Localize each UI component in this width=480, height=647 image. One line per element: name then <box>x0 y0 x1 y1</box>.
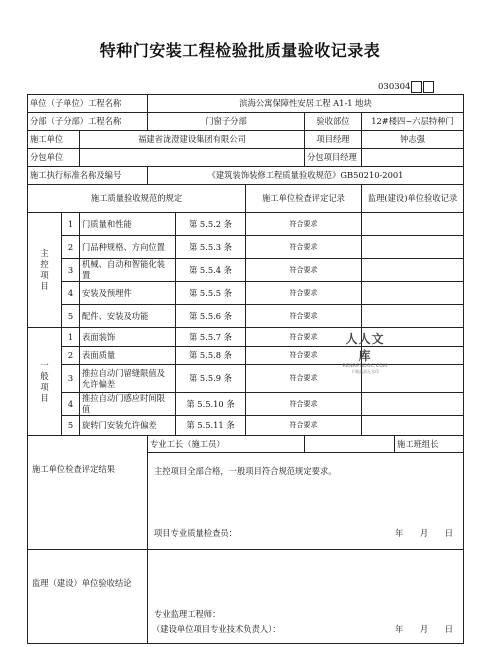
table-row <box>28 213 464 236</box>
spec-column-header: 施工质量验收规范的规定 <box>28 185 246 213</box>
supervision-cell <box>362 282 464 305</box>
item-clause: 第 5.5.8 条 <box>176 347 246 365</box>
item-no: 3 <box>62 365 80 393</box>
row-construction-unit <box>28 131 464 149</box>
subcontract-manager-label: 分包项目经理 <box>305 149 362 167</box>
supervision-cell <box>362 213 464 236</box>
general-section-label: 一 般 项 目 <box>28 328 62 436</box>
code-box <box>423 81 434 93</box>
item-no: 5 <box>62 305 80 328</box>
item-name: 门质量和性能 <box>80 213 176 236</box>
item-no: 3 <box>62 259 80 282</box>
item-result: 符合要求 <box>246 328 362 347</box>
table-row <box>28 365 464 393</box>
construction-unit-label: 施工单位 <box>28 131 80 149</box>
item-result: 符合要求 <box>246 416 362 436</box>
supervision-record-header: 监理(建设)单位验收记录 <box>362 185 464 213</box>
watermark <box>340 330 390 375</box>
item-result: 符合要求 <box>246 365 362 393</box>
item-clause: 第 5.5.5 条 <box>176 282 246 305</box>
item-clause: 第 5.5.9 条 <box>176 365 246 393</box>
item-result: 符合要求 <box>246 305 362 328</box>
table-row <box>28 416 464 436</box>
watermark-tagline: 下载高清无水印 <box>351 369 379 374</box>
watermark-url: RENRENDOC.COM <box>342 364 388 369</box>
unit-project-value: 滨海公寓保障性安居工程 A1-1 地块 <box>148 95 464 113</box>
item-name: 机械、自动和智能化装置 <box>80 259 176 282</box>
item-clause: 第 5.5.2 条 <box>176 213 246 236</box>
item-no: 2 <box>62 236 80 259</box>
item-clause: 第 5.5.6 条 <box>176 305 246 328</box>
supervision-cell <box>362 259 464 282</box>
row-foreman <box>28 436 464 453</box>
standard-value: 《建筑装饰装修工程质量验收规范》GB50210-2001 <box>148 167 464 185</box>
item-result: 符合要求 <box>246 259 362 282</box>
page-title: 特种门安装工程检验批质量验收记录表 <box>99 41 381 60</box>
supervision-date: 年 月 日 <box>394 624 454 634</box>
form-code <box>378 81 434 93</box>
item-result: 符合要求 <box>246 393 362 416</box>
item-name: 配件、安装及功能 <box>80 305 176 328</box>
row-standard <box>28 167 464 185</box>
subcontract-manager-value <box>362 149 464 167</box>
item-name: 旋转门安装允许偏差 <box>80 416 176 436</box>
sub-project-label: 分部（子分部）工程名称 <box>28 113 148 131</box>
construction-conclusion: 主控项目全部合格，一般项目符合规范规定要求。 <box>154 466 337 476</box>
tech-lead-label: （建设单位项目专业技术负责人）： <box>152 624 281 634</box>
unit-project-label: 单位（子单位）工程名称 <box>28 95 148 113</box>
item-no: 4 <box>62 282 80 305</box>
row-unit-project <box>28 95 464 113</box>
row-sub-project <box>28 113 464 131</box>
supervision-cell <box>362 393 464 416</box>
item-result: 符合要求 <box>246 282 362 305</box>
item-result: 符合要求 <box>246 236 362 259</box>
sub-project-value: 门窗子分部 <box>148 113 305 131</box>
table-row <box>28 347 464 365</box>
standard-label: 施工执行标准名称及编号 <box>28 167 148 185</box>
item-no: 5 <box>62 416 80 436</box>
item-clause: 第 5.5.11 条 <box>176 416 246 436</box>
item-no: 1 <box>62 328 80 347</box>
table-row <box>28 393 464 416</box>
item-name: 表面装饰 <box>80 328 176 347</box>
table-row <box>28 259 464 282</box>
item-name: 推拉自动门留缝限值及允许偏差 <box>80 365 176 393</box>
engineer-label: 专业监理工程师： <box>154 609 221 619</box>
supervision-eval-cell <box>148 550 464 644</box>
supervision-cell <box>362 416 464 436</box>
construction-eval-label: 施工单位检查评定结果 <box>28 436 148 550</box>
supervision-eval-label: 监理（建设）单位验收结论 <box>28 550 148 644</box>
project-manager-label: 项目经理 <box>305 131 362 149</box>
foreman-value <box>305 436 395 453</box>
construction-record-header: 施工单位检查评定记录 <box>246 185 362 213</box>
table-row <box>28 282 464 305</box>
item-name: 安装及预埋件 <box>80 282 176 305</box>
item-result: 符合要求 <box>246 347 362 365</box>
item-no: 2 <box>62 347 80 365</box>
item-clause: 第 5.5.10 条 <box>176 393 246 416</box>
construction-date: 年 月 日 <box>394 528 454 538</box>
item-name: 表面质量 <box>80 347 176 365</box>
item-no: 1 <box>62 213 80 236</box>
foreman-label: 专业工长（施工员） <box>148 436 305 453</box>
table-row <box>28 328 464 347</box>
inspection-part-label: 验收部位 <box>305 113 362 131</box>
inspection-part-value: 12#楼四~六层特种门 <box>362 113 464 131</box>
item-clause: 第 5.5.3 条 <box>176 236 246 259</box>
item-clause: 第 5.5.7 条 <box>176 328 246 347</box>
subcontract-unit-label: 分包单位 <box>28 149 80 167</box>
item-name: 推拉自动门感应时间限值 <box>80 393 176 416</box>
table-row <box>28 305 464 328</box>
row-supervision-eval <box>28 550 464 644</box>
item-clause: 第 5.5.4 条 <box>176 259 246 282</box>
project-manager-value: 钟志强 <box>362 131 464 149</box>
supervision-cell <box>362 305 464 328</box>
main-section-label: 主 控 项 目 <box>28 213 62 328</box>
table-row <box>28 236 464 259</box>
inspector-label: 项目专业质量检查员： <box>154 528 237 538</box>
row-column-headers <box>28 185 464 213</box>
code-box <box>411 81 422 93</box>
item-name: 门品种规格、方向位置 <box>80 236 176 259</box>
item-no: 4 <box>62 393 80 416</box>
row-subcontract-unit <box>28 149 464 167</box>
form-code-text: 030304 <box>378 82 411 92</box>
inspection-form-table <box>27 94 464 644</box>
construction-eval-cell <box>148 453 464 550</box>
item-result: 符合要求 <box>246 213 362 236</box>
subcontract-unit-value <box>80 149 305 167</box>
team-leader-label: 施工班组长 <box>395 436 464 453</box>
construction-unit-value: 福建省泷澄建设集团有限公司 <box>80 131 305 149</box>
watermark-main: 人人文库 <box>345 332 385 363</box>
supervision-cell <box>362 236 464 259</box>
